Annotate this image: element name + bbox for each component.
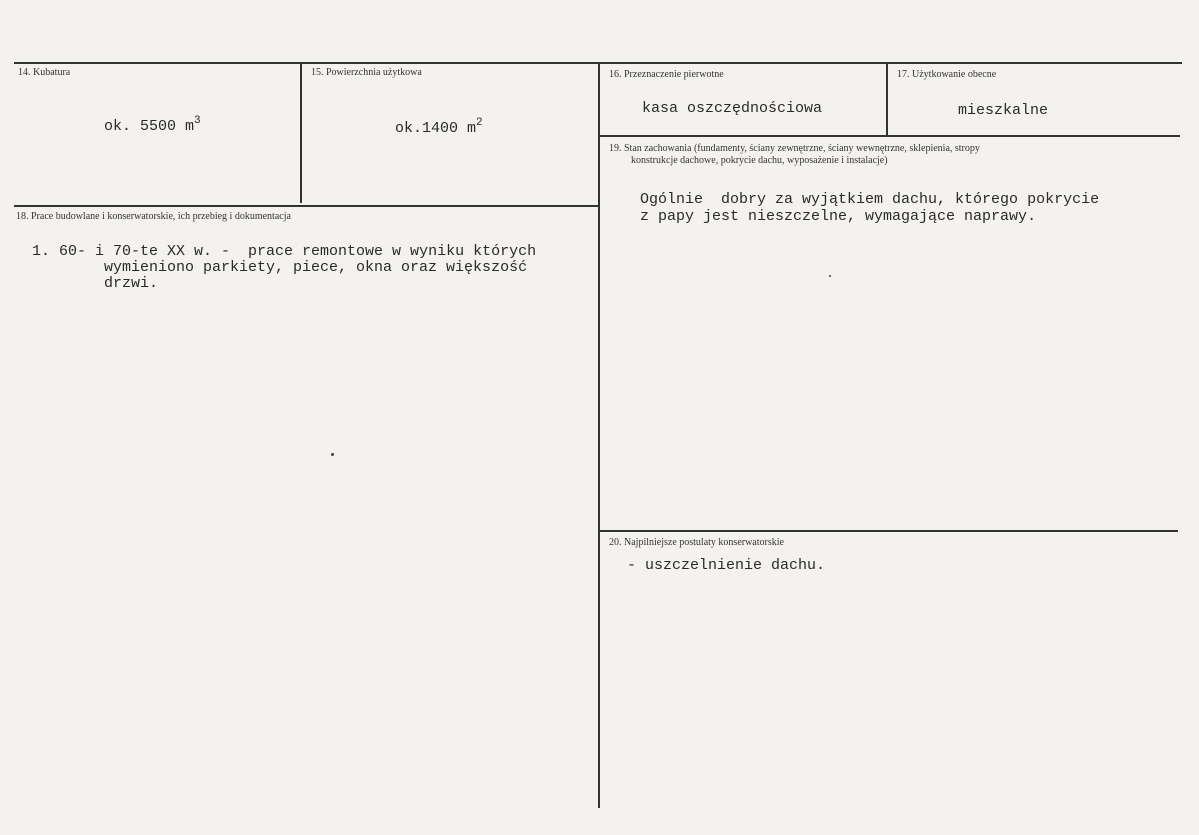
field-20-label: 20. Najpilniejsze postulaty konserwatorskie (609, 537, 784, 548)
divider-16-17 (886, 63, 888, 135)
field-18-line-1: 1. 60- i 70-te XX w. - prace remontowe w wyniku których (32, 243, 537, 260)
speck-mark (829, 275, 831, 277)
field-15-label: 15. Powierzchnia użytkowa (311, 67, 422, 78)
field-14-value (104, 115, 201, 137)
rule-under-16-17 (600, 135, 1180, 137)
field-14-label: 14. Kubatura (18, 67, 71, 78)
rule-above-20 (600, 530, 1178, 532)
field-14-text: ok. 5500 m (104, 118, 195, 135)
speck-mark (331, 453, 334, 456)
field-15-text: ok.1400 m (395, 120, 477, 137)
field-16-label: 16. Przeznaczenie pierwotne (609, 69, 724, 80)
divider-14-15 (300, 63, 302, 203)
field-14-unit-exponent: 3 (194, 115, 201, 127)
field-19-line-2: z papy jest nieszczelne, wymagające naprawy. (640, 208, 1037, 225)
field-19-label-line-1: 19. Stan zachowania (fundamenty, ściany zewnętrzne, ściany wewnętrzne, sklepienia, stropy (609, 143, 980, 154)
field-17-label: 17. Użytkowanie obecne (897, 69, 997, 80)
rule-under-14-15 (14, 205, 599, 207)
field-18-label: 18. Prace budowlane i konserwatorskie, ich przebieg i dokumentacja (16, 211, 291, 222)
field-19-label-line-2: konstrukcje dachowe, pokrycie dachu, wyposażenie i instalacje) (631, 155, 888, 166)
field-16-value: kasa oszczędnościowa (642, 100, 823, 117)
field-15-unit-exponent: 2 (476, 117, 483, 129)
field-18-line-2: wymieniono parkiety, piece, okna oraz większość (104, 259, 528, 276)
field-20-value: - uszczelnienie dachu. (627, 557, 826, 574)
main-vertical-divider (598, 63, 600, 808)
field-17-value: mieszkalne (958, 102, 1049, 119)
field-18-line-3: drzwi. (104, 275, 159, 292)
field-19-line-1: Ogólnie dobry za wyjątkiem dachu, którego pokrycie (640, 191, 1100, 208)
field-15-value (395, 117, 483, 139)
